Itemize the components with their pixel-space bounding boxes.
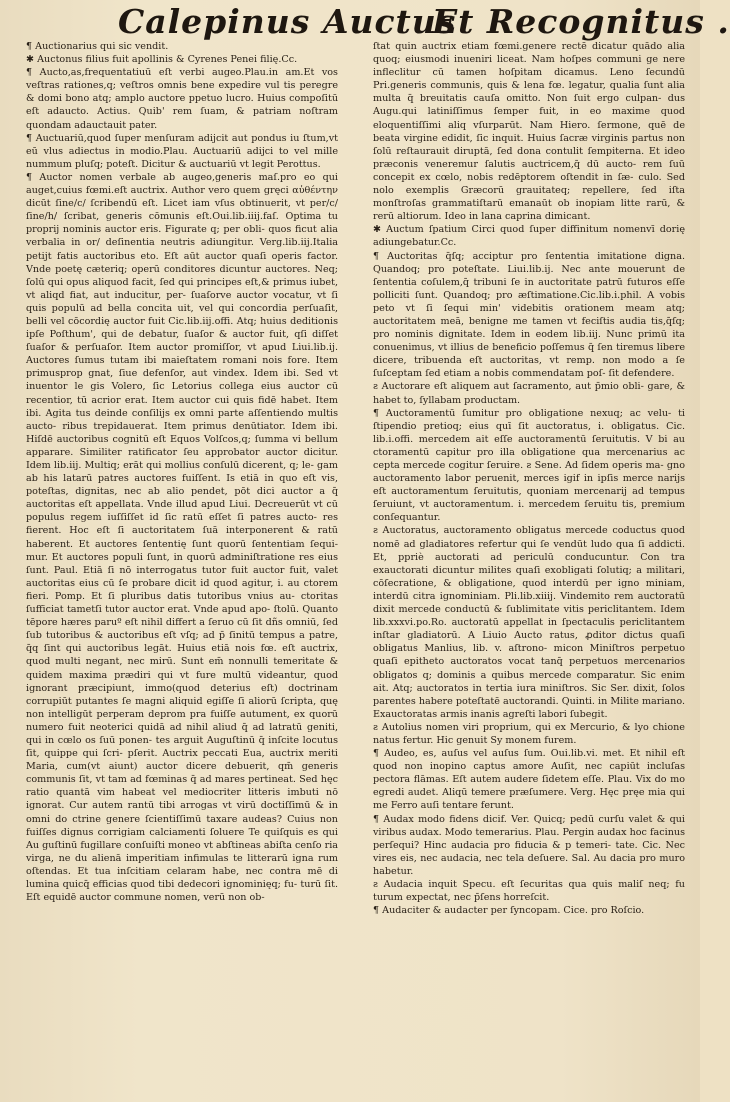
text-column-left <box>26 40 338 1090</box>
running-head-right: Et Recognitus . <box>432 2 730 41</box>
entry-text: ¶ Auctuariū,quod ſuper menſuram adijcit aut pondus iu ſtum,vt eū vlus adiectus in modio.Plau. Auctuariū adijci to vel mille nummum pluſq; poteſt. Dicitur & auctuariū vt legit Perottus. <box>26 132 338 170</box>
entry-text: ſtat quin auctrix etiam fœmi.genere rectē dicatur quādo alia quoq; eiusmodi inueniri liceat. Nam hoſpes communi ge nere infleclitur cū tamen hoſpitam dicamus. Leno ſecundū Pri.generis communis, quis & lena fœ. legatur, qualia ſunt alia multa q̄ breuitatis cauſa omitto. Non ſuit ergo culpan- dus Augu.qui latiniſſimus ſemper fuit, in eo maxime quod eloquentiſſimi aliq vſurparūt. Nam Hiero. ſermone, quē de beata virgine edidit, ſic inquit. Huius ſacræ virginis partus non ſolū reſtaurauit diruptā, ſed dona contulit ſempiterna. Et ideo præconis veneremur ſalutis auctricem,q̄ dū aucto- rem ſuū concepit ex cœlo, nobis redēptorem oſtendit in ſæ- culo. Sed nolo exemplis Græcorū grauitateq; repellere, ſed iſta monſtroſas grammatiſtarū emanaūt ob inopiam litte rarū, & rerū altiorum. Ideo in lana caprina dimicant. <box>373 41 685 223</box>
entry-text: ¶ Audaciter & audacter per ſyncopam. Cice. pro Roſcio. <box>373 905 645 917</box>
entry-text: ¶ Auctoramentū ſumitur pro obligatione nexuq; ac velu- ti ſtipendio pretioq; eius quī ſit auctoratus, i. obligatus. Cic. lib.i.offi. mercedem ait eſſe auctoramentū ſeruitutis. V bi au ctoramentū capitur pro illa obligatione qua mercenarius ac cepta mercede cogitur ſeruire. ƨ Sene. Ad ſidem operis ma- gno auctoramento labor peruenit, merces igif in ipſis merce narijs eſt auctoramentum ſeruitutis, quoniam mercenarij ad tempus ſeruiunt, vt auctoramentum. i. mercedem ſeruitu tis, premium conſequantur. <box>373 407 685 524</box>
entry-text: ƨ Auctorare eſt aliquem aut ſacramento, aut p̄mio obli- gare, & habet to, ſyllabam productam. <box>373 381 685 406</box>
entry-text: ¶ Audax modo fidens dicif. Ver. Quicq; pedū curſu valet & qui viribus audax. Modo temerarius. Plau. Pergin audax hoc facinus perſequi? Hinc audacia pro fiducia & p temeri- tate. Cic. Nec vires eis, nec audacia, nec tela deſuere. Sal. Au dacia pro muro habetur. <box>373 813 685 877</box>
running-head-left: Calepinus Auctus <box>118 2 457 41</box>
entry-text: ✱ Auctonus filius fuit apollinis & Cyrenes Penei filię.Cc. <box>26 54 298 66</box>
entry-text: ƨ Autolius nomen viri proprium, qui ex Mercurio, & lyo chione natus fertur. Hic genuit Sy monem furem. <box>373 721 685 746</box>
entry-text: ✱ Auctum ſpatium Circi quod ſuper diffinitum nomenvī dorię adiungebatur.Cc. <box>373 224 685 249</box>
entry-text: ¶ Aucto,as,frequentatiuū eſt verbi augeo.Plau.in am.Et vos veſtras rationes,q; veſtros omnis bene expedire vul tis peregre & domi bono atq; amplo auctore ppetuo lucro. Huius compoſitū eſt adaucto. Actius. Quib' rem ſuam, & patriam noſtram quondam adauctauit pater. <box>26 67 338 131</box>
entry-text: ¶ Audeo, es, auſus vel auſus ſum. Oui.lib.vi. met. Et nihil eſt quod non inopino captus amore Auſit, nec capiūt incluſas pectora flāmas. Eſt autem audere ſidetem eſſe. Plau. Vix do mo egredi audet. Aliqū temere præſumere. Verg. Hęc pręe mia qui me Ferro auſi tentare ferunt. <box>373 748 685 812</box>
entry-text: ¶ Auctoritas q̄ſq; acciptur pro ſententia imitatione digna. Quandoq; pro poteſtate. Liui.lib.ij. Nec ante mouerunt de ſententia coſulem,q̄ tribuni ſe in auctoritate patrū futuros eſſe polliciti ſunt. Quandoq; pro æſtimatione.Cic.lib.i.phil. A vobis peto vt ſi ſequi min' videbitis orationem meam atq; auctoritatem meā, benigne me tamen vt feciſtis audia tis,q̄ſq; pro nominis dignitate. Idem in eodem lib.iij. Nunc primū ita conuenimus, vt illius de beneficio poſſemus q̄ ſen tiremus libere dicere, tribuenda eſt auctoritas, vt remp. non modo a ſe ſuſceptam ſed etiam a nobis commendatam poſ- ſit defendere. <box>373 250 685 380</box>
entry-text: ¶ Auctionarius qui sic vendit. <box>26 41 169 52</box>
text-column-right <box>373 40 685 1090</box>
entry-text: ƨ Audacia inquit Specu. eſt ſecuritas qua quis maliſ neq; fu turum expectat, nec p̄ſens horreſcit. <box>373 879 685 904</box>
entry-text: ¶ Auctor nomen verbale ab augeo,generis maſ.pro eo qui auget,cuius fœmi.eſt auctrix. Author vero quem gręci αὐθέντην dicūt ſine/c/ ſcribendū eſt. Licet iam vſus obtinuerit, vt per/c/ſine/h/ ſcribat, generis cōmunis eſt.Oui.lib.iiij.faſ. Optima tu proprij nominis auctor eris. Figurate q; per obli- quos ficut alia verbalia in or/ deſinentia neutris adiungitur. Verg.lib.iij.Italia petijt fatis auctoribus eto. Eſt aūt auctor quaſi operis factor. Vnde poetę cæteriq; operū conditores dicuntur auctores. Neq; ſolū qui opus aliquod facit, ſed qui principes eſt,& primus iubet, vt aliqd fiat, aut inducitur, per- ſuaſorve auctor vocatur, vt ſi quis populū ad bella concita uit, vel qui concordia perſuaſit, belli vel cōcordię auctor fuit Cic.lib.iij.offi. Atq; huius deditionis ipſe Poſthum', qui de debatur, ſuaſor & auctor fuit, qſi diſſet ſuaſor & perſuaſor. Item auctor promiſſor, vt apud Liui.lib.ij. Auctores ſumus tutam ibi maieſtatem romani nois fore. Item primusprop gnat, ſiue defenſor, aut vindex. Idem ibi. Sed vt inuentor le gis Volero, ſic Letorius collega eius auctor cū recentior, tū acrior erat. Item auctor cui quis fidē habet. Item ibi. Agita tus deinde conſilijs ex omni parte aſſentiendo multis aucto- ribus trepidauerat. Item primus denūtiator. Idem ibi. Hiſdē auctoribus cognitū eſt Equos Volſcos,q; ſumma vi bellum apparare. Similiter ratificator ſeu approbator auctor dicitur. Idem lib.iij. Multiq; erāt qui mollius conſulū dicerent, q; le- gam ab his latarū patres auctores fuiſſent. Is etiā in quo eſt vis, poteſtas, dignitas, nec ab alio pendet, pōt dici auctor a q̄ auctoritas eſt appellata. Vnde illud apud Liui. Decreuerūt vt cū populus regem iuſſiſſet id ſic ratū eſſet ſi patres aucto- res fierent. Hoc eſt ſi auctoritatem ſuā interponerent & ratū haberent. Et auctores ſententię ſunt quorū ſententiam ſequi- mur. Et auctores populi ſunt, in quorū adminiſtratione res eius ſunt. Paul. Etiā ſi nō interrogatus tutor fuit auctor fuit, valet auctoritas eius cū ſe probare dicit id quod agitur, i. au ctorem fieri. Pomp. Et ſi pluribus datis tutoribus vnius au- ctoritas ſufficiat tametſi tutor auctor erat. Vnde apud apo- ſtolū. Quanto tēpore hæres paruº eſt nihil differt a ſeruo cū ſit dñs omniū, ſed ſub tutoribus & auctoribus eſt vſq; ad p̄ ſinitū tempus a patre, q̄q ſint qui auctoribus legāt. Huius etiā nois fœ. eſt auctrix, quod multi negant, nec mirū. Sunt em̄ nonnulli temeritate & quidem maxima prædiri qui vt fure multū videantur, quod ignorant præcipiunt, immo(quod deterius eſt) doctrinam corrupiūt putantes ſe magni aliquid egiſſe ſi aliorū ſcripta, quę non intelligūt perperam deprom pra fuiſſe autument, ex quorū numero fuit neoterici quidā ad nihil aliud q̄ ad latratū geniti, qui in cœlo os ſuū ponen- tes arguit Auguſtinū q̄ inſcite locutus ſit, quippe qui ſcri- pſerit. Auctrix peccati Eua, auctrix meriti Maria, cum(vt aiunt) auctor dicere debuerit, qm̄ generis communis ſit, vt tam ad fœminas q̄ ad mares pertineat. Sed hęc ratio quantā vim habeat vel mediocriter litteris imbuti nō ignorat. Cur autem rantū tibi arrogas vt virū doctiſſimū & in omni do ctrine genere ſcientiſſimū taxare audeas? Cuius non fuiſſes dignus corrigiam calciamenti ſoluere Te quiſquis es qui Au guſtinū fugillare conſuiſti moneo vt abſtineas abiſta cenſo ria virga, ne du alienā imperitiam infimulas te litterarū igna rum oſtendas. Et tua inſcitiam celaram habe, nec contra mē di lumina quicq̄ efficias quod tibi dedecori ignominięq; fu- turū ſit. Eſt equidē auctor commune nomen, verū non ob- <box>26 171 338 904</box>
entry-text: ƨ Auctoratus, auctoramento obligatus mercede coductus quod nomē ad gladiatores refertur qui ſe vendūt ludo qua ſi addicti. Et, ppriè auctorati ad periculū conducuntur. Con tra exauctorati dicuntur milites quaſi exobligati ſolutiq; a militari, cōſecratione, & obligatione, quod interdū per igno miniam, interdū citra ignominiam. Pli.lib.xiiij. Vindemito rem auctoratū dixit mercede conductū & ſublimitate vitis periclitantem. Idem lib.xxxvi.po.Ro. auctoratū appellat in ſpectaculis periclitantem inſtar gladiatorū. A Liuio Aucto ratus, ꝓditor dictus quaſi obligatus Manlius, lib. v. aſtrono- micon Miniſtros perpetuo quaſi epitheto auctoratos vocat tanq̄ perpetuos mercenarios obligatos q; dominis a quibus mercede comparatur. Sic enim ait. Atq; auctoratos in tertia iura miniſtros. Sic Ser. dixit, ſolos parentes habere poteſtatē auctorandi. Quinti. in Milite mariano. Exauctoratas armis inanis agreſti labori ſubegit. <box>373 525 685 720</box>
